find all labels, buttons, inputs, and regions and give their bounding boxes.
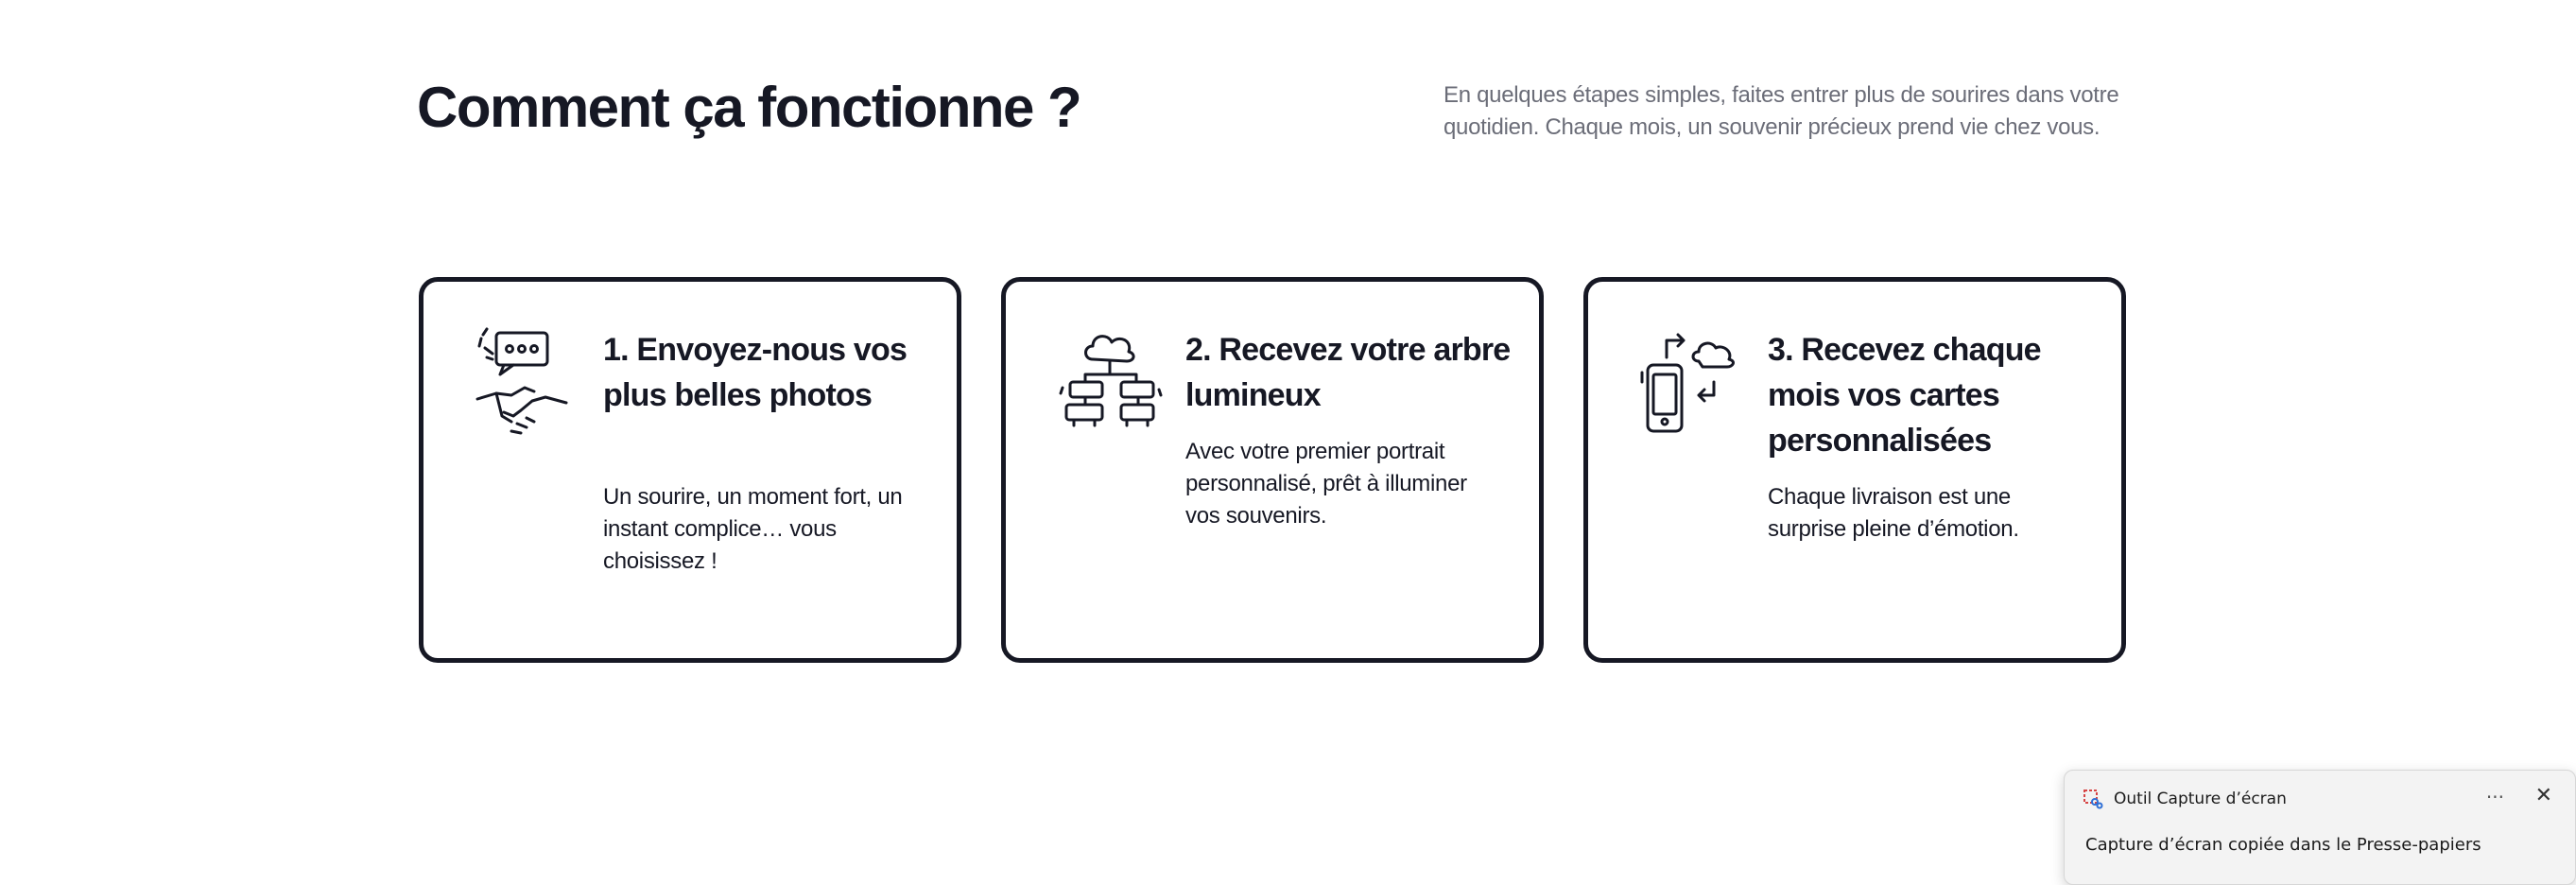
phone-cloud-sync-icon (1640, 325, 1744, 439)
step-card-1 (419, 277, 961, 663)
snipping-tool-icon (2083, 790, 2102, 808)
step-card-2 (1001, 277, 1544, 663)
step-description: Avec votre premier portrait personnalisé, prêt à illuminer vos souvenirs. (1185, 439, 1467, 529)
step-description: Chaque livraison est une surprise pleine d’émotion. (1768, 484, 2019, 542)
notification-message: Capture d’écran copiée dans le Presse-papiers (2085, 835, 2481, 855)
step-card-3 (1583, 277, 2126, 663)
notification-header (2083, 790, 2287, 808)
step-title: 2. Recevez votre arbre lumineux (1185, 332, 1511, 413)
step-title: 1. Envoyez-nous vos plus belles photos (603, 332, 908, 413)
section-intro: En quelques étapes simples, faites entrer plus de sourires dans votre quotidien. Chaque mois, un souvenir précieux prend vie chez vous. (1444, 82, 2119, 140)
step-description: Un sourire, un moment fort, un instant complice… vous choisissez ! (603, 484, 903, 574)
cloud-network-icon (1051, 325, 1157, 439)
notification-app-name: Outil Capture d’écran (2114, 790, 2287, 808)
step-title: 3. Recevez chaque mois vos cartes personnalisées (1768, 332, 2041, 459)
section-title: Comment ça fonctionne ? (417, 76, 1081, 139)
snipping-tool-notification[interactable] (2064, 770, 2576, 885)
more-options-button[interactable]: ··· (2485, 786, 2504, 808)
handshake-chat-icon (475, 325, 570, 439)
close-icon[interactable]: ✕ (2534, 784, 2552, 807)
